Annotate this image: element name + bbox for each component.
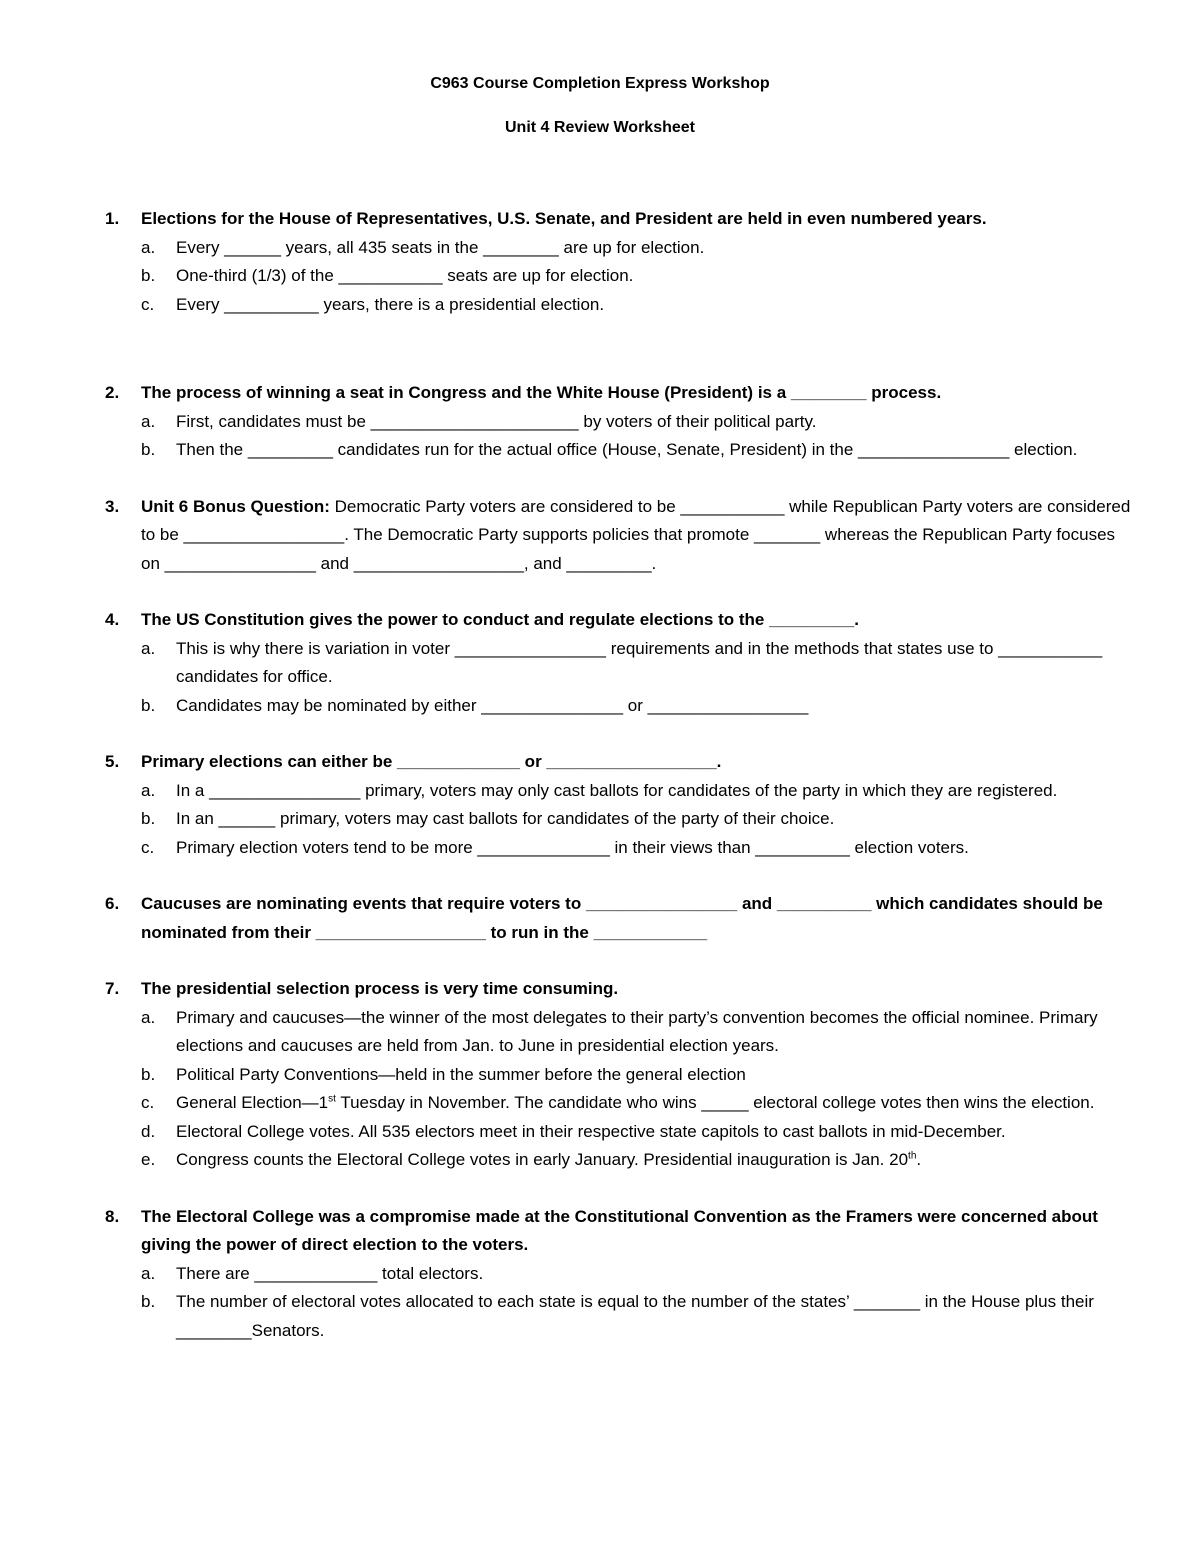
sub-letter: c. bbox=[141, 1093, 155, 1112]
sub-item bbox=[141, 805, 1135, 834]
sub-item bbox=[141, 1089, 1135, 1118]
sub-text-pre: General Election—1 bbox=[176, 1093, 329, 1112]
sub-text: Every __________ years, there is a presidential election. bbox=[176, 294, 605, 314]
sub-text: Every ______ years, all 435 seats in the ________ are up for election. bbox=[176, 237, 705, 257]
sub-text: In an ______ primary, voters may cast ballots for candidates of the party of their choice. bbox=[176, 809, 835, 828]
sub-letter: b. bbox=[141, 266, 156, 285]
question-number: 7. bbox=[105, 979, 120, 998]
sub-item bbox=[141, 1288, 1135, 1345]
sub-item bbox=[141, 1146, 1135, 1175]
sub-letter: a. bbox=[141, 1263, 156, 1283]
question-stem: The Electoral College was a compromise made at the Constitutional Convention as the Framers were concerned about giving the power of direct election to the voters. bbox=[141, 1206, 1098, 1254]
ordinal-suffix: th bbox=[908, 1150, 917, 1162]
sub-letter: b. bbox=[141, 809, 156, 828]
sub-text: Then the _________ candidates run for the actual office (House, Senate, President) in the ________________ election. bbox=[176, 440, 1078, 459]
sub-item bbox=[141, 408, 1135, 437]
sub-text: There are _____________ total electors. bbox=[176, 1263, 484, 1283]
sub-letter: b. bbox=[141, 695, 156, 715]
sub-letter: c. bbox=[141, 294, 155, 314]
sub-item bbox=[141, 834, 1135, 863]
sub-text: One-third (1/3) of the ___________ seats are up for election. bbox=[176, 266, 634, 285]
sub-letter: a. bbox=[141, 780, 156, 800]
question-number: 8. bbox=[105, 1206, 120, 1226]
sub-item bbox=[141, 1260, 1135, 1289]
sub-letter: b. bbox=[141, 1064, 156, 1084]
sub-text-pre: Congress counts the Electoral College votes in early January. Presidential inauguration is Jan. 20 bbox=[176, 1150, 909, 1169]
sub-letter: e. bbox=[141, 1150, 156, 1169]
question-list bbox=[105, 205, 1135, 1373]
sub-item bbox=[141, 262, 1135, 291]
sub-item bbox=[141, 1118, 1135, 1147]
sub-text: Primary election voters tend to be more ______________ in their views than __________ election voters. bbox=[176, 837, 969, 857]
question-3 bbox=[105, 493, 1135, 579]
sub-text bbox=[176, 1089, 1135, 1118]
sub-letter: a. bbox=[141, 411, 156, 431]
question-stem: The presidential selection process is very time consuming. bbox=[141, 979, 619, 998]
sub-letter: a. bbox=[141, 638, 156, 658]
question-stem: Democratic Party voters are considered to be ___________ while Republican Party voters are considered to be _________________. The Democratic Party supports policies that promote _______ whereas the Republican Party focuses on ________________ and __________________, and _________. bbox=[141, 496, 1131, 573]
question-7 bbox=[105, 975, 1135, 1175]
bonus-lead: Unit 6 Bonus Question: bbox=[141, 496, 330, 516]
sub-text: The number of electoral votes allocated to each state is equal to the number of the states’ _______ in the House plus their ________Senators. bbox=[176, 1292, 1094, 1340]
question-stem: The process of winning a seat in Congress and the White House (President) is a ________ process. bbox=[141, 383, 942, 402]
question-stem: Primary elections can either be _____________ or __________________. bbox=[141, 752, 722, 771]
worksheet-title: Unit 4 Review Worksheet bbox=[505, 119, 695, 136]
sub-letter: d. bbox=[141, 1121, 156, 1141]
question-8 bbox=[105, 1203, 1135, 1346]
sub-letter: a. bbox=[141, 237, 156, 257]
sub-item bbox=[141, 234, 1135, 263]
sub-item bbox=[141, 1061, 1135, 1090]
sub-item bbox=[141, 1004, 1135, 1061]
sub-text-post: Tuesday in November. The candidate who wins _____ electoral college votes then wins the election. bbox=[335, 1093, 1095, 1112]
sub-text bbox=[176, 1146, 1135, 1175]
sub-letter: b. bbox=[141, 1292, 156, 1311]
sub-item bbox=[141, 777, 1135, 806]
sub-letter: a. bbox=[141, 1007, 156, 1027]
question-stem: Caucuses are nominating events that require voters to ________________ and __________ which candidates should be nominated from their __________________ to run in the ____________ bbox=[141, 894, 1103, 942]
question-number: 6. bbox=[105, 894, 120, 913]
sub-text: In a ________________ primary, voters may only cast ballots for candidates of the party in which they are registered. bbox=[176, 780, 1058, 800]
sub-item bbox=[141, 291, 1135, 320]
question-stem: Elections for the House of Representatives, U.S. Senate, and President are held in even numbered years. bbox=[141, 209, 987, 228]
question-number: 5. bbox=[105, 752, 120, 771]
course-title: C963 Course Completion Express Workshop bbox=[430, 75, 770, 92]
question-number: 3. bbox=[105, 496, 120, 516]
question-number: 1. bbox=[105, 209, 120, 228]
sub-text: First, candidates must be ______________________ by voters of their political party. bbox=[176, 411, 817, 431]
question-5 bbox=[105, 748, 1135, 862]
question-1 bbox=[105, 205, 1135, 319]
question-4 bbox=[105, 606, 1135, 720]
sub-text-post: . bbox=[916, 1150, 922, 1169]
sub-letter: c. bbox=[141, 837, 155, 857]
sub-text: Electoral College votes. All 535 electors meet in their respective state capitols to cast ballots in mid-December. bbox=[176, 1121, 1006, 1141]
question-number: 2. bbox=[105, 383, 120, 402]
ordinal-suffix: st bbox=[328, 1093, 336, 1105]
question-2 bbox=[105, 379, 1135, 465]
question-stem: The US Constitution gives the power to conduct and regulate elections to the _________. bbox=[141, 610, 859, 629]
sub-text: Political Party Conventions—held in the summer before the general election bbox=[176, 1064, 746, 1084]
sub-text: This is why there is variation in voter ________________ requirements and in the methods that states use to ___________ candidates for office. bbox=[176, 638, 1103, 686]
sub-text: Primary and caucuses—the winner of the most delegates to their party’s convention becomes the official nominee. Primary elections and caucuses are held from Jan. to June in presidential election years. bbox=[176, 1007, 1098, 1055]
sub-letter: b. bbox=[141, 440, 156, 459]
question-6 bbox=[105, 890, 1135, 947]
sub-item bbox=[141, 436, 1135, 465]
sub-item bbox=[141, 692, 1135, 721]
sub-text: Candidates may be nominated by either _______________ or _________________ bbox=[176, 695, 809, 715]
sub-item bbox=[141, 635, 1135, 692]
question-number: 4. bbox=[105, 610, 120, 629]
